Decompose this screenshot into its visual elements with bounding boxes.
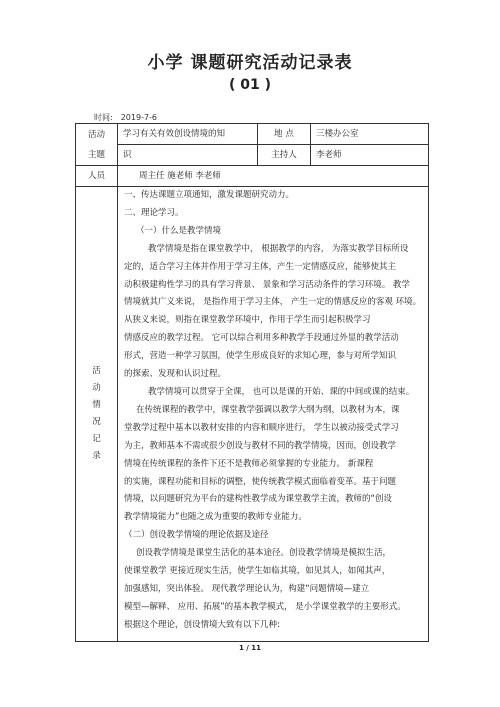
content-line: 的探索、发现和认识过程。 [124,369,227,380]
page-title: 小学 课题研究活动记录表 [147,53,353,73]
content-line: 教学情境能力”也随之成为重要的教师专业能力。 [124,512,307,523]
date-value: 2019-7-6 [120,113,158,122]
location-value: 三楼办公室 [311,124,429,145]
record-content [118,187,429,642]
record-label: 活 动 情 况 记 录 [76,187,118,642]
content-line: （二）创设教学情境的理论依据及途径 [124,530,269,541]
content-line: 加强感知，突出体验。 现代教学理论认为，构建“问题情境—建立 [124,583,370,594]
content-line: 二、理论学习。 [124,207,184,218]
content-line: 情感反应的教学过程。 它可以综合利用多种教学手段通过外显的教学活动 [124,333,399,344]
date-line [94,112,157,123]
date-label: 时间: [94,113,113,122]
content-line: 从狭义来说，则指在课堂教学环境中，作用于学生而引起积极学习 [124,315,371,326]
table-row [76,187,429,642]
people-label: 人员 [76,166,118,187]
content-line: 模型—解释、 应用、拓展”的基本教学模式， 是小学课堂教学的主要形式。 [124,601,406,612]
content-line: 根据这个理论，创设情境大致有以下几种: [124,619,280,630]
page-indicator: 1 / 11 [238,644,262,652]
page-subtitle: ( 01 ) [228,77,272,93]
content-line: 在传统课程的教学中，课堂教学强调以教学大纲为纲，以教材为本，课 [136,404,400,415]
host-value: 李老师 [311,145,429,166]
content-line: 的实施，课程功能和目标的调整，使传统教学模式面临着变革。基于问题 [124,476,397,487]
activity-topic-label: 活动 主题 [76,124,118,166]
content-line: 教学情境可以贯穿于全课， 也可以是课的开始、课的中间或课的结束。 [148,386,415,397]
people-value: 周主任 施老师 李老师 [118,166,429,187]
content-line: 创设教学情境是课堂生活化的基本途径。创设教学情境是模拟生活， [136,548,392,559]
content-line: 情境就其广义来说， 是指作用于学习主体， 产生一定的情感反应的客观 环境。 [124,297,422,308]
content-lines [124,187,424,635]
host-label: 主持人 [258,145,311,166]
table-row [76,145,429,166]
topic-value-line-2: 识 [118,145,258,166]
location-label: 地 点 [258,124,311,145]
content-line: 形式，营造一种学习氛围，使学生形成良好的求知心理，参与对所学知识 [124,351,397,362]
content-line: 堂教学过程中基本以教材安排的内容和顺序进行， 学生以被动接受式学习 [124,422,399,433]
content-line: （一）什么是教学情境 [136,225,222,236]
content-line: 定的，适合学习主体并作用于学习主体，产生一定情感反应，能够使其主 [124,261,397,272]
content-line: 一、传达课题立项通知，激发课题研究动力。 [124,190,295,200]
topic-value-line-1: 学习有关有效创设情境的知 [118,124,258,145]
table-row [76,166,429,187]
content-line: 动积极建构性学习的具有学习背景、 景象和学习活动条件的学习环境。 教学 [124,279,410,290]
content-line: 为主，教师基本不需或很少创设与教材不同的教学情境，因而，创设教学 [124,440,397,451]
record-table [75,123,429,642]
content-line: 使课堂教学 更接近现实生活，使学生如临其境，如见其人，如闻其声， [124,566,391,577]
content-line: 教学情境是指在课堂教学中， 根据教学的内容， 为落实教学目标所设 [148,243,409,254]
content-line: 情境在传统课程的条件下还不是教师必须掌握的专业能力。 新课程 [124,458,374,469]
table-row [76,124,429,145]
content-line: 情境，以问题研究为平台的建构性教学成为课堂教学主流，教师的“创设 [124,494,392,505]
